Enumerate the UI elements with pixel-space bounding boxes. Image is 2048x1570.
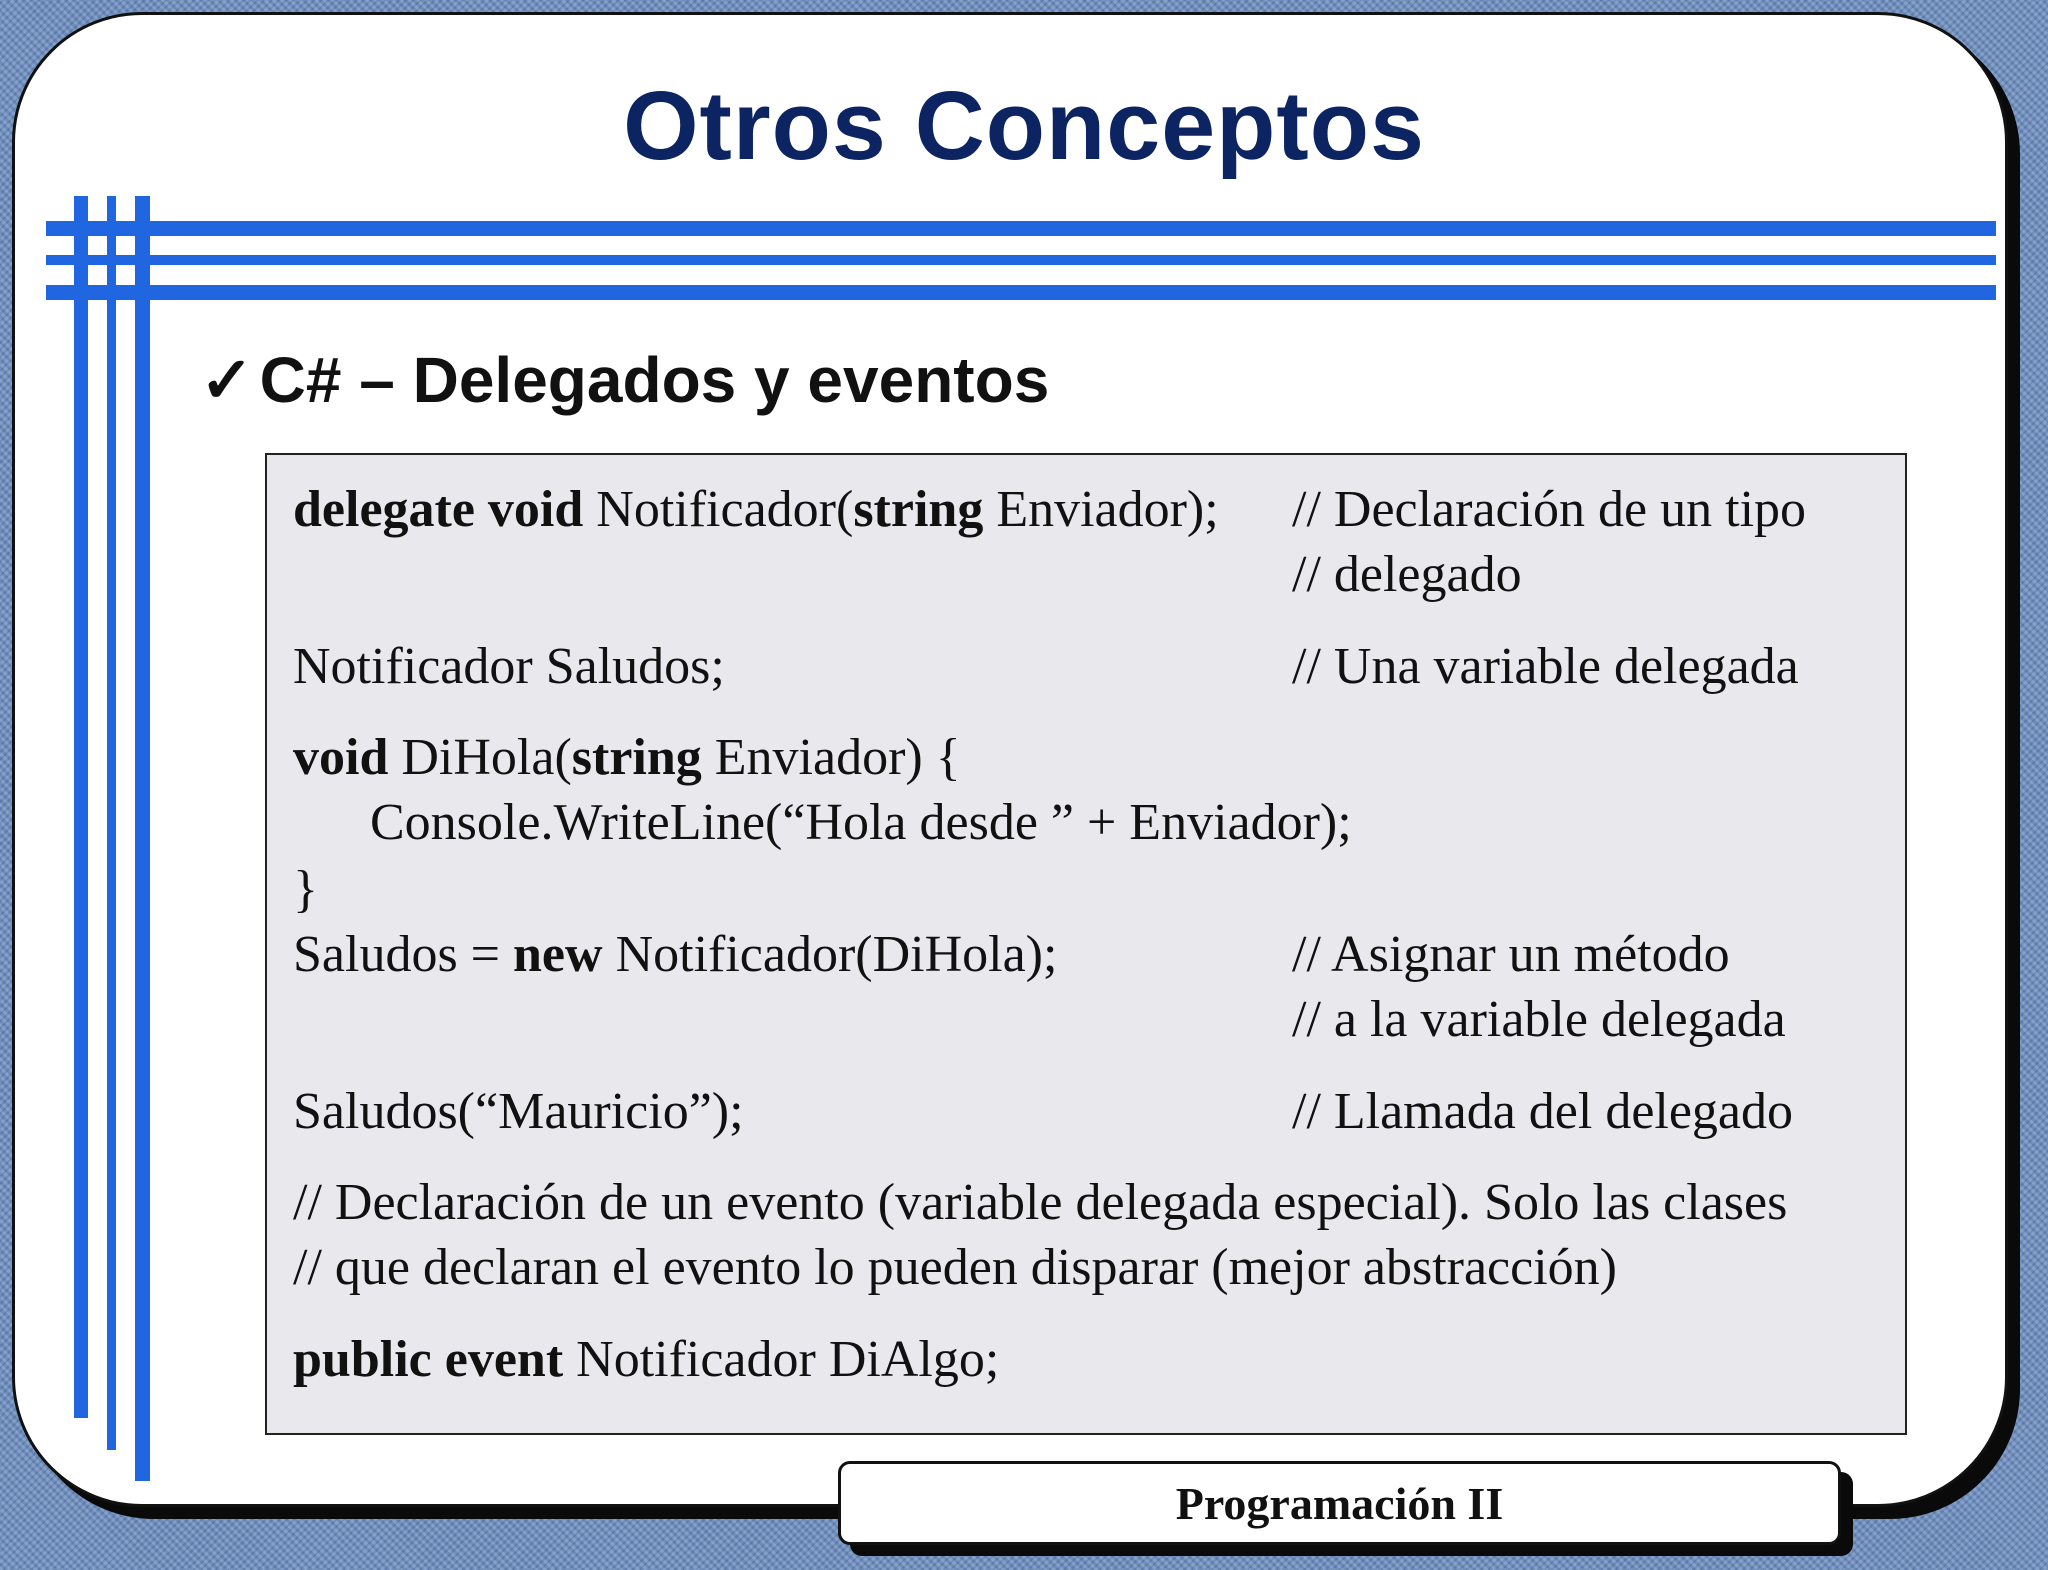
code-line-variable: Notificador Saludos; [293,638,725,695]
section-heading-text: C# – Delegados y eventos [259,344,1050,416]
decor-line-h3 [46,285,1996,300]
code-comment: // Asignar un método [1292,926,1730,983]
code-line-assignment: Saludos = new Notificador(DiHola); [293,926,1058,983]
code-comment: // Llamada del delegado [1292,1083,1794,1140]
decor-line-v2 [107,196,116,1450]
code-comment: // Declaración de un tipo [1292,481,1807,538]
checkmark-icon: ✓ [200,344,254,416]
code-line-invocation: Saludos(“Mauricio”); [293,1083,744,1140]
footer-label: Programación II [838,1461,1841,1545]
decor-line-v3 [135,196,150,1481]
code-comment: // delegado [1292,546,1522,603]
code-line-event-declaration: public event Notificador DiAlgo; [293,1331,1000,1388]
code-line-comment: // Declaración de un evento (variable delegada especial). Solo las clases [293,1174,1788,1231]
code-line-method-signature: void DiHola(string Enviador) { [293,729,961,786]
code-line-comment: // que declaran el evento lo pueden disparar (mejor abstracción) [293,1239,1617,1296]
section-heading [200,343,1049,418]
code-line-closing-brace: } [293,861,318,918]
code-comment: // a la variable delegada [1292,991,1786,1048]
code-line-method-body: Console.WriteLine(“Hola desde ” + Enviador); [370,794,1352,851]
decor-line-h1 [46,221,1996,236]
code-comment: // Una variable delegada [1292,638,1799,695]
code-line-delegate-declaration: delegate void Notificador(string Enviador); [293,481,1219,538]
decor-line-v1 [74,196,88,1418]
decor-line-h2 [46,255,1996,265]
slide-title: Otros Conceptos [623,71,1425,180]
